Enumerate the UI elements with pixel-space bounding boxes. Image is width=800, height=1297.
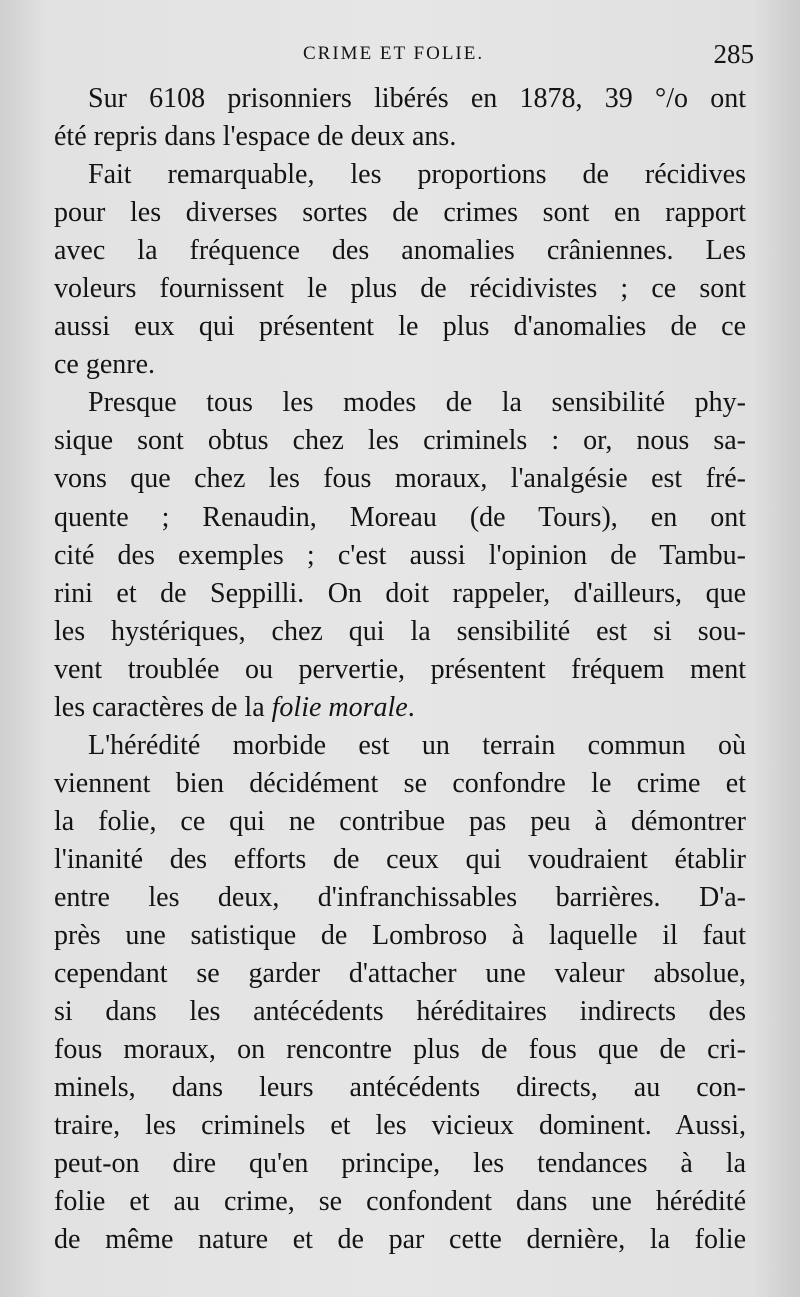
text-line: sique sont obtus chez les criminels : or, nous sa- [54, 425, 746, 457]
text-line: si dans les antécédents héréditaires indirects des [54, 996, 746, 1028]
text-line: Presque tous les modes de la sensibilité phy- [88, 387, 746, 419]
text-line: quente ; Renaudin, Moreau (de Tours), en ont [54, 501, 746, 533]
text-line: la folie, ce qui ne contribue pas peu à démontrer [54, 805, 746, 837]
page-number: 285 [713, 39, 754, 69]
text-line: de même nature et de par cette dernière, la folie [54, 1224, 746, 1256]
text-line: les hystériques, chez qui la sensibilité est si sou- [54, 615, 746, 647]
text-line: Sur 6108 prisonniers libérés en 1878, 39 °/o ont [88, 83, 746, 114]
text-line: pour les diverses sortes de crimes sont en rapport [54, 197, 746, 229]
text-line: folie et au crime, se confondent dans une hérédité [54, 1186, 746, 1218]
text-line: l'inanité des efforts de ceux qui voudraient établir [54, 843, 746, 875]
text-line: peut-on dire qu'en principe, les tendances à la [54, 1148, 746, 1180]
text-line: près une satistique de Lombroso à laquelle il faut [54, 920, 746, 952]
running-title: CRIME ET FOLIE. [303, 43, 485, 64]
text-line: viennent bien décidément se confondre le crime et [54, 767, 746, 799]
running-head [0, 38, 800, 70]
text-line [54, 689, 746, 727]
body-text [54, 80, 746, 1259]
text-line: cependant se garder d'attacher une valeur absolue, [54, 958, 746, 990]
text-line: voleurs fournissent le plus de récidivistes ; ce sont [54, 273, 746, 305]
text-line: L'hérédité morbide est un terrain commun où [88, 729, 746, 761]
text-line: ce genre. [54, 349, 156, 381]
text-line: minels, dans leurs antécédents directs, au con- [54, 1072, 746, 1104]
text-line: vent troublée ou pervertie, présentent fréquem ment [54, 653, 746, 685]
text-line: cité des exemples ; c'est aussi l'opinion de Tambu- [54, 539, 746, 571]
text-line: traire, les criminels et les vicieux dominent. Aussi, [54, 1110, 746, 1142]
text-line: fous moraux, on rencontre plus de fous que de cri- [54, 1034, 746, 1066]
text-line: avec la fréquence des anomalies crâniennes. Les [54, 235, 746, 267]
text-line: été repris dans l'espace de deux ans. [54, 121, 457, 153]
italic-emphasis: folie morale [271, 691, 408, 723]
text-line: entre les deux, d'infranchissables barrières. D'a- [54, 881, 746, 913]
text-segment: . [407, 691, 415, 723]
text-segment: les caractères de la [54, 691, 272, 723]
text-line: rini et de Seppilli. On doit rappeler, d'ailleurs, que [54, 577, 746, 609]
text-line: vons que chez les fous moraux, l'analgésie est fré- [54, 463, 746, 495]
text-line: aussi eux qui présentent le plus d'anomalies de ce [54, 311, 746, 343]
text-line: Fait remarquable, les proportions de récidives [88, 159, 746, 191]
